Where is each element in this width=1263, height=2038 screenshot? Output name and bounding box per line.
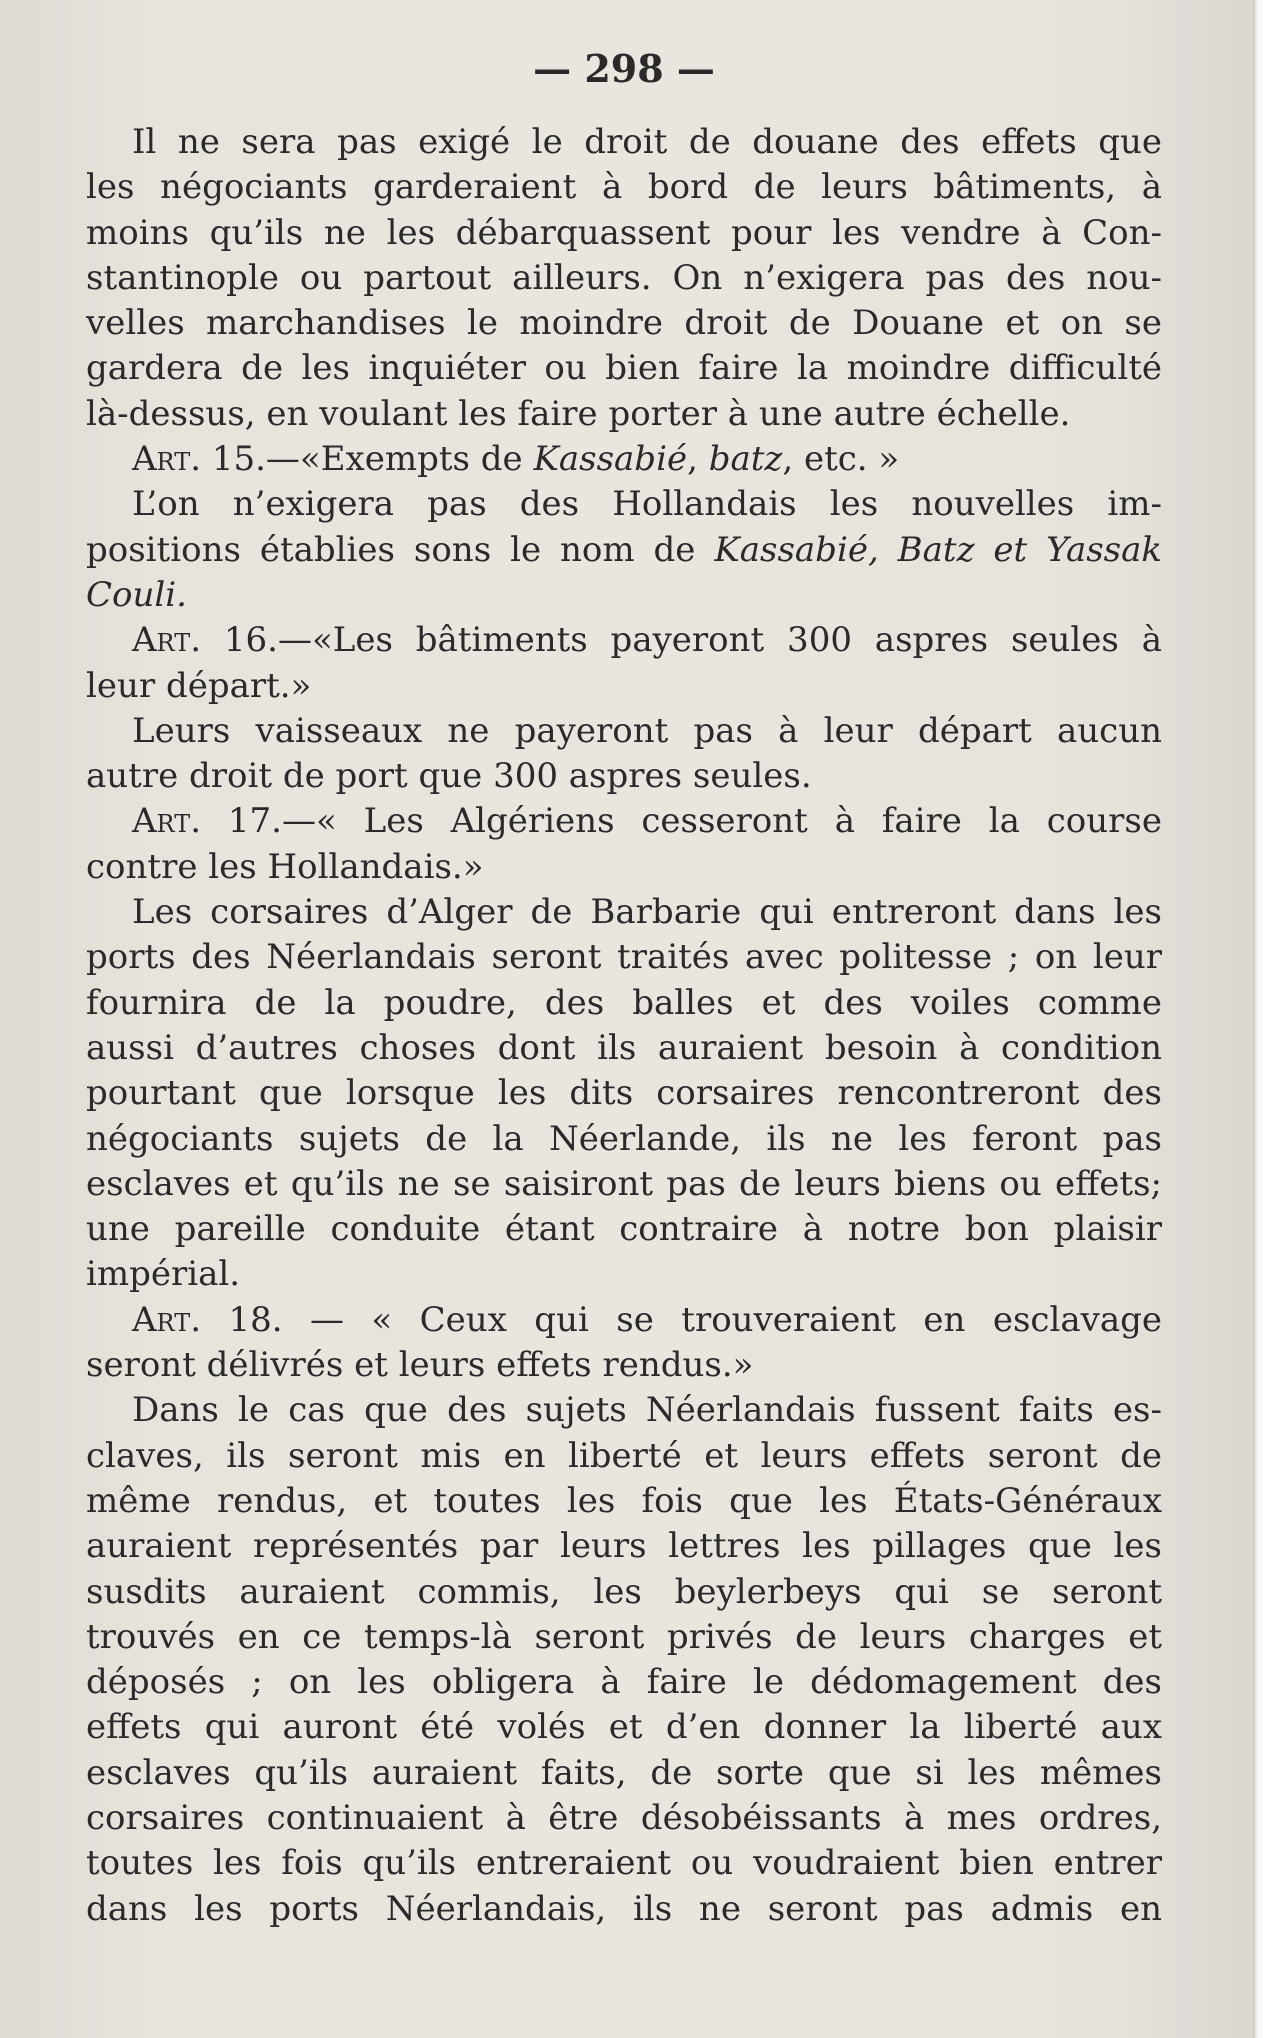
article-number: 18.: [228, 1299, 283, 1340]
paragraph: [86, 482, 1162, 618]
article-heading: [86, 437, 1162, 482]
heading-text: —«Exempts de: [265, 439, 534, 480]
text-line: aussi d’autres choses dont ils auraient besoin à condition: [86, 1027, 1162, 1068]
text-line: là-dessus, en voulant les faire porter à une autre échelle.: [86, 393, 1071, 434]
text-line: stantinople ou partout ailleurs. On n’exigera pas des nou-: [86, 257, 1162, 298]
article-label: Art.: [132, 439, 202, 480]
page-number: — 298 —: [533, 46, 715, 91]
article-heading: [86, 618, 1162, 709]
text-line: Il ne sera pas exigé le droit de douane des effets que: [132, 122, 1162, 162]
text-line: claves, ils seront mis en liberté et leurs effets seront de: [86, 1435, 1162, 1476]
text-line: [86, 528, 1162, 573]
text-line: [86, 573, 1162, 618]
body-text: positions établies sons le nom de: [86, 529, 715, 570]
heading-italic: Kassabié: [533, 439, 688, 480]
text-line: [86, 1298, 1162, 1343]
text-line: Leurs vaisseaux ne payeront pas à leur départ aucun: [132, 710, 1162, 751]
text-line: esclaves qu’ils auraient faits, de sorte que si les mêmes: [86, 1752, 1162, 1793]
paragraph: [86, 120, 1162, 437]
text-line: une pareille conduite étant contraire à notre bon plaisir: [86, 1209, 1162, 1250]
paragraph: [86, 890, 1162, 1298]
text-line: autre droit de port que 300 aspres seules.: [86, 756, 812, 797]
page-text: [86, 40, 1162, 1932]
heading-text: ,: [687, 439, 709, 480]
article-number: 17.: [227, 801, 282, 842]
article-number: 15.: [211, 439, 266, 480]
text-line: esclaves et qu’ils ne se saisiront pas de leurs biens ou effets;: [86, 1163, 1162, 1204]
text-line: effets qui auront été volés et d’en donner la liberté aux: [86, 1707, 1162, 1748]
text-line: dans les ports Néerlandais, ils ne seront pas admis en: [86, 1888, 1162, 1929]
text-line: Dans le cas que des sujets Néerlandais fussent faits es-: [132, 1390, 1162, 1431]
text-line: susdits auraient commis, les beylerbeys qui se seront: [86, 1571, 1162, 1612]
article-heading: [86, 799, 1162, 890]
text-line: même rendus, et toutes les fois que les États-Généraux: [86, 1480, 1162, 1521]
text-line: les négociants garderaient à bord de leurs bâtiments, à: [86, 167, 1162, 208]
text-line: corsaires continuaient à être désobéissants à mes ordres,: [86, 1797, 1162, 1838]
article-number: 16.: [223, 620, 278, 661]
paragraph: [86, 709, 1162, 800]
text-line: L’on n’exigera pas des Hollandais les nouvelles im-: [132, 484, 1162, 525]
text-line: moins qu’ils ne les débarquassent pour les vendre à Con-: [86, 212, 1162, 253]
text-line: pourtant que lorsque les dits corsaires rencontreront des: [86, 1073, 1162, 1114]
text-line: ports des Néerlandais seront traités avec politesse ; on leur: [86, 937, 1162, 978]
text-line: négociants sujets de la Néerlande, ils ne les feront pas: [86, 1118, 1162, 1159]
heading-italic: batz: [708, 439, 783, 480]
article-label: Art.: [132, 801, 202, 842]
heading-text: — « Ceux qui se trouveraient en esclavage: [309, 1299, 1162, 1340]
text-line: Les corsaires d’Alger de Barbarie qui entreront dans les: [132, 892, 1162, 933]
text-line: [86, 799, 1162, 844]
page-edge: [1253, 0, 1263, 2038]
article-heading: [86, 1298, 1162, 1389]
paragraph: [86, 1388, 1162, 1932]
text-line: fournira de la poudre, des balles et des voiles comme: [86, 982, 1162, 1023]
body-italic: Couli.: [86, 574, 187, 615]
heading-text: —« Les Algériens cesseront à faire la course: [281, 801, 1162, 842]
text-line: toutes les fois qu’ils entreraient ou voudraient bien entrer: [86, 1843, 1162, 1884]
heading-text: , etc. »: [782, 439, 900, 480]
article-label: Art.: [132, 620, 202, 661]
body-italic: Kassabié, Batz et Yassak: [714, 529, 1162, 570]
text-line: seront délivrés et leurs effets rendus.»: [86, 1345, 754, 1386]
heading-text: —«Les bâtiments payeront 300 aspres seules à: [277, 620, 1162, 661]
text-line: leur départ.»: [86, 665, 312, 706]
text-line: auraient représentés par leurs lettres les pillages que les: [86, 1526, 1162, 1567]
text-line: gardera de les inquiéter ou bien faire la moindre difficulté: [86, 348, 1162, 389]
text-line: contre les Hollandais.»: [86, 846, 484, 887]
text-line: [86, 618, 1162, 663]
text-line: impérial.: [86, 1254, 241, 1295]
text-line: [86, 437, 1162, 482]
text-line: velles marchandises le moindre droit de Douane et on se: [86, 303, 1162, 344]
text-line: trouvés en ce temps-là seront privés de leurs charges et: [86, 1616, 1162, 1657]
article-label: Art.: [132, 1299, 202, 1340]
text-line: déposés ; on les obligera à faire le dédomagement des: [86, 1662, 1162, 1703]
